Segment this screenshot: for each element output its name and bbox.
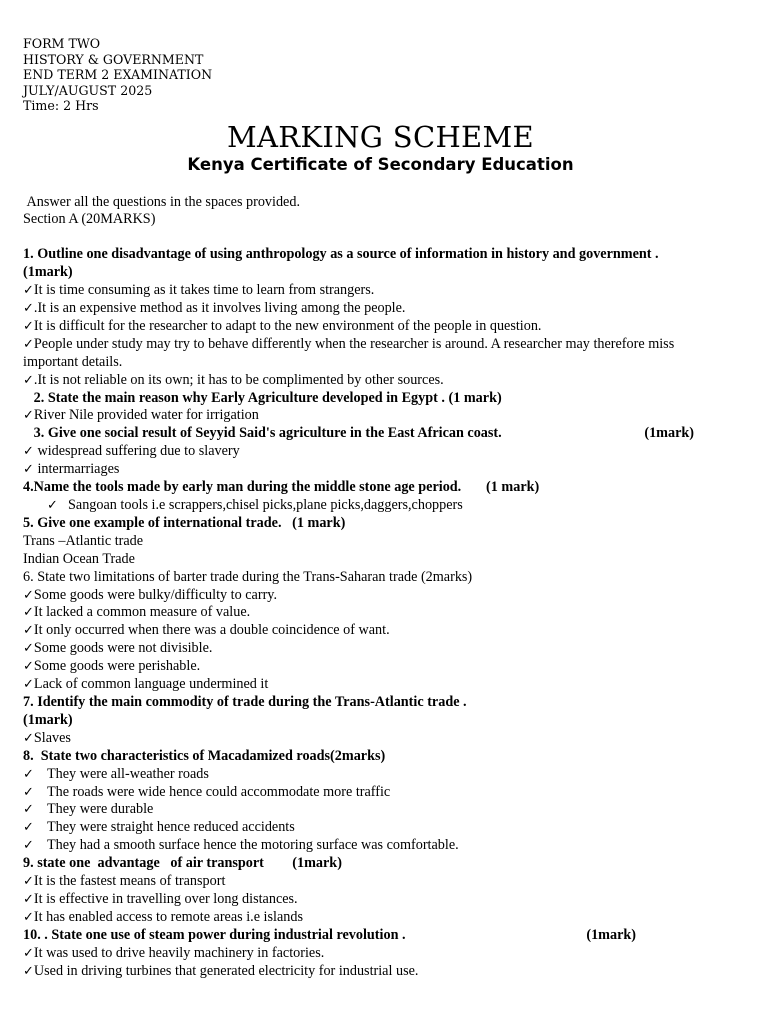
- check-icon: ✓: [23, 623, 34, 639]
- answer-item: ✓.It is an expensive method as it involves living among the people.: [23, 300, 406, 317]
- question-7: [23, 694, 738, 748]
- question-9: [23, 855, 738, 927]
- check-icon: ✓: [23, 945, 34, 961]
- question-2: [23, 390, 738, 426]
- answer-item: ✓It was used to drive heavily machinery in factories.: [23, 944, 325, 961]
- check-icon: ✓: [23, 766, 34, 782]
- question-marks: (1mark): [23, 711, 73, 728]
- check-icon: ✓: [23, 730, 34, 746]
- answer-item: ✓People under study may try to behave differently when the researcher is around. A researcher may therefore miss: [23, 335, 675, 352]
- check-icon: ✓: [23, 909, 34, 925]
- answer-item: ✓.It is not reliable on its own; it has to be complimented by other sources.: [23, 371, 444, 388]
- question-text: 10. . State one use of steam power during industrial revolution .: [23, 926, 406, 943]
- check-icon: ✓: [23, 820, 34, 836]
- answer-item: Indian Ocean Trade: [23, 550, 135, 567]
- answer-item: ✓ Sangoan tools i.e scrappers,chisel picks,plane picks,daggers,choppers: [47, 497, 463, 513]
- check-icon: ✓: [23, 408, 34, 424]
- answer-item: ✓It is difficult for the researcher to adapt to the new environment of the people in question.: [23, 317, 542, 334]
- question-text: 3. Give one social result of Seyyid Said's agriculture in the East African coast.: [23, 425, 502, 442]
- answer-item: ✓Slaves: [23, 729, 71, 746]
- answer-item: ✓River Nile provided water for irrigation: [23, 407, 259, 424]
- answer-continuation: important details.: [23, 353, 123, 370]
- check-icon: ✓: [23, 659, 34, 675]
- question-text: 9. state one advantage of air transport (1mark): [23, 855, 342, 872]
- check-icon: ✓: [23, 874, 34, 890]
- answer-item: ✓Some goods were perishable.: [23, 658, 201, 675]
- answer-item: ✓It only occurred when there was a double coincidence of want.: [23, 622, 390, 639]
- question-marks: (1mark): [586, 926, 636, 943]
- question-3: [23, 425, 738, 479]
- answer-item: ✓ They had a smooth surface hence the motoring surface was comfortable.: [23, 837, 459, 854]
- exam-header: [23, 36, 738, 114]
- answer-item: ✓It has enabled access to remote areas i.e islands: [23, 908, 303, 925]
- check-icon: ✓: [23, 444, 34, 460]
- check-icon: ✓: [23, 301, 34, 317]
- question-1: [23, 246, 738, 389]
- question-5: [23, 515, 738, 569]
- check-icon: ✓: [23, 802, 34, 818]
- question-marks: (1mark): [23, 264, 73, 281]
- page-subtitle: Kenya Certificate of Secondary Education: [187, 154, 574, 174]
- page-title: MARKING SCHEME: [227, 119, 534, 154]
- answer-item: ✓ They were durable: [23, 801, 154, 818]
- question-6: [23, 569, 738, 694]
- check-icon: ✓: [23, 336, 34, 352]
- question-marks: (1mark): [644, 425, 694, 442]
- instructions: Answer all the questions in the spaces provided.: [23, 193, 300, 210]
- answer-item: ✓ widespread suffering due to slavery: [23, 443, 240, 460]
- check-icon: ✓: [23, 963, 34, 979]
- question-4: [23, 479, 738, 515]
- check-icon: ✓: [23, 462, 34, 478]
- answer-item: ✓Some goods were not divisible.: [23, 640, 213, 657]
- check-icon: ✓: [23, 784, 34, 800]
- question-text: 7. Identify the main commodity of trade during the Trans-Atlantic trade .: [23, 693, 467, 710]
- answer-item: ✓ They were straight hence reduced accidents: [23, 819, 295, 836]
- header-line: Time: 2 Hrs: [23, 98, 99, 113]
- answer-item: Trans –Atlantic trade: [23, 532, 144, 549]
- question-8: [23, 748, 738, 855]
- check-icon: ✓: [23, 372, 34, 388]
- question-text: 2. State the main reason why Early Agriculture developed in Egypt . (1 mark): [23, 389, 502, 406]
- header-line: HISTORY & GOVERNMENT: [23, 51, 204, 67]
- answer-item: ✓It lacked a common measure of value.: [23, 604, 251, 621]
- check-icon: ✓: [23, 605, 34, 621]
- answer-item: ✓It is the fastest means of transport: [23, 873, 226, 890]
- section-heading: Section A (20MARKS): [23, 211, 156, 228]
- question-text: 5. Give one example of international trade. (1 mark): [23, 514, 346, 531]
- question-text: 1. Outline one disadvantage of using anthropology as a source of information in history and government .: [23, 246, 659, 263]
- answer-item: ✓It is effective in travelling over long distances.: [23, 890, 298, 907]
- answer-item: ✓Some goods were bulky/difficulty to carry.: [23, 586, 278, 603]
- check-icon: ✓: [23, 587, 34, 603]
- check-icon: ✓: [23, 318, 34, 334]
- answer-item: ✓ They were all-weather roads: [23, 765, 209, 782]
- answer-item: ✓ The roads were wide hence could accommodate more traffic: [23, 783, 391, 800]
- check-icon: ✓: [23, 641, 34, 657]
- check-icon: ✓: [23, 677, 34, 693]
- check-icon: ✓: [47, 498, 58, 513]
- question-text: 6. State two limitations of barter trade during the Trans-Saharan trade (2marks): [23, 568, 473, 585]
- check-icon: ✓: [23, 838, 34, 854]
- question-text: 8. State two characteristics of Macadamized roads(2marks): [23, 747, 386, 764]
- check-icon: ✓: [23, 283, 34, 299]
- header-line: END TERM 2 EXAMINATION: [23, 67, 213, 82]
- question-10: [23, 927, 738, 981]
- header-line: FORM TWO: [23, 36, 101, 51]
- answer-item: ✓ intermarriages: [23, 461, 120, 478]
- answer-item: ✓Used in driving turbines that generated electricity for industrial use.: [23, 962, 419, 979]
- check-icon: ✓: [23, 891, 34, 907]
- answer-item: ✓Lack of common language undermined it: [23, 676, 269, 693]
- answer-item: ✓It is time consuming as it takes time to learn from strangers.: [23, 282, 375, 299]
- header-line: JULY/AUGUST 2025: [23, 82, 153, 98]
- question-text: 4.Name the tools made by early man during the middle stone age period. (1 mark): [23, 479, 540, 496]
